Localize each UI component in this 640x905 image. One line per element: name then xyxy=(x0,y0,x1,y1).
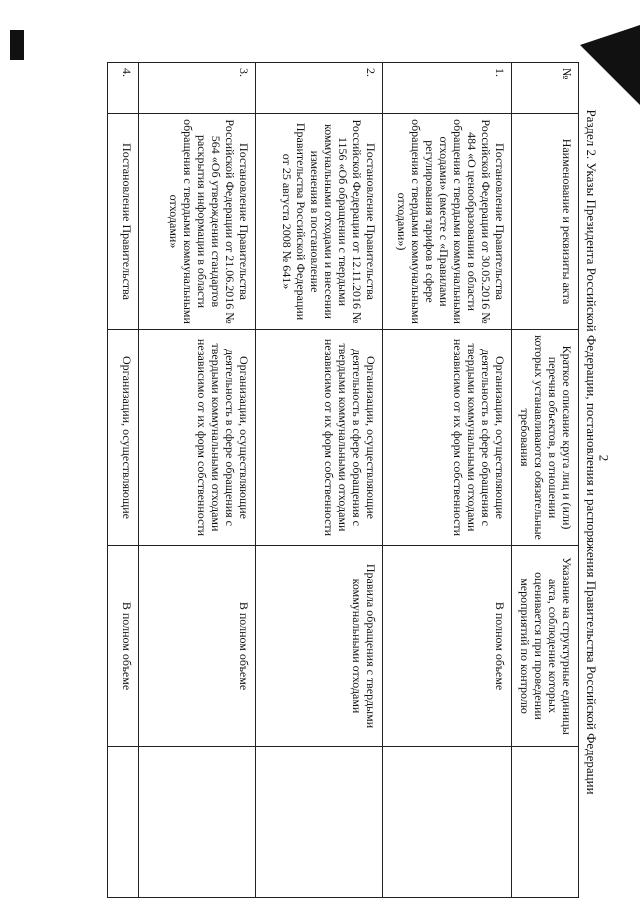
row-extra xyxy=(383,747,512,898)
row-act: Постановление Правительства xyxy=(108,114,139,330)
row-num: 4. xyxy=(108,63,139,114)
page-number: 2 xyxy=(596,454,612,462)
table-row xyxy=(108,63,139,898)
row-num: 3. xyxy=(139,63,256,114)
row-num: 2. xyxy=(256,63,383,114)
header-num: № xyxy=(512,63,579,114)
header-extra xyxy=(512,747,579,898)
row-extra xyxy=(108,747,139,898)
table-row xyxy=(256,63,383,898)
row-units: В полном объеме xyxy=(383,546,512,747)
scan-mark xyxy=(10,30,24,60)
row-units: В полном объеме xyxy=(108,546,139,747)
row-act: Постановление Правительства Российской Федерации от 12.11.2016 № 1156 «Об обращении с твердыми коммунальными отходами и внесении изменения в постановление Правительства Российской Федерации от 25 августа 2008 № 641» xyxy=(256,114,383,330)
row-units: В полном объеме xyxy=(139,546,256,747)
row-act: Постановление Правительства Российской Федерации от 21.06.2016 № 564 «Об утверждении стандартов раскрытия информации в области обращения с твердыми коммунальными отходами» xyxy=(139,114,256,330)
row-extra xyxy=(256,747,383,898)
table-row xyxy=(139,63,256,898)
document-body xyxy=(60,62,600,842)
row-units: Правила обращения с твердыми коммунальными отходами xyxy=(256,546,383,747)
header-units: Указание на структурные единицы акта, соблюдение которых оценивается при проведении мероприятий по контролю xyxy=(512,546,579,747)
header-act: Наименование и реквизиты акта xyxy=(512,114,579,330)
row-act: Постановление Правительства Российской Федерации от 30.05.2016 № 484 «О ценообразовании в области обращения с твердыми коммунальными отходами» (вместе с «Правилами регулирования тарифов в сфере обращения с твердыми коммунальными отходами») xyxy=(383,114,512,330)
section-title: Раздел 2. Указы Президента Российской Федерации, постановления и распоряжения Правительства Российской Федерации xyxy=(584,109,599,795)
row-scope: Организации, осуществляющие деятельность в сфере обращения с твердыми коммунальными отходами независимо от их форм собственности xyxy=(256,330,383,546)
row-scope: Организации, осуществляющие деятельность в сфере обращения с твердыми коммунальными отходами независимо от их форм собственности xyxy=(139,330,256,546)
table-row xyxy=(383,63,512,898)
row-scope: Организации, осуществляющие xyxy=(108,330,139,546)
row-num: 1. xyxy=(383,63,512,114)
requirements-table xyxy=(107,62,579,898)
row-scope: Организации, осуществляющие деятельность в сфере обращения с твердыми коммунальными отходами независимо от их форм собственности xyxy=(383,330,512,546)
header-scope: Краткое описание круга лиц и (или) перечня объектов, в отношении которых устанавливаются обязательные требования xyxy=(512,330,579,546)
table-header-row xyxy=(512,63,579,898)
row-extra xyxy=(139,747,256,898)
